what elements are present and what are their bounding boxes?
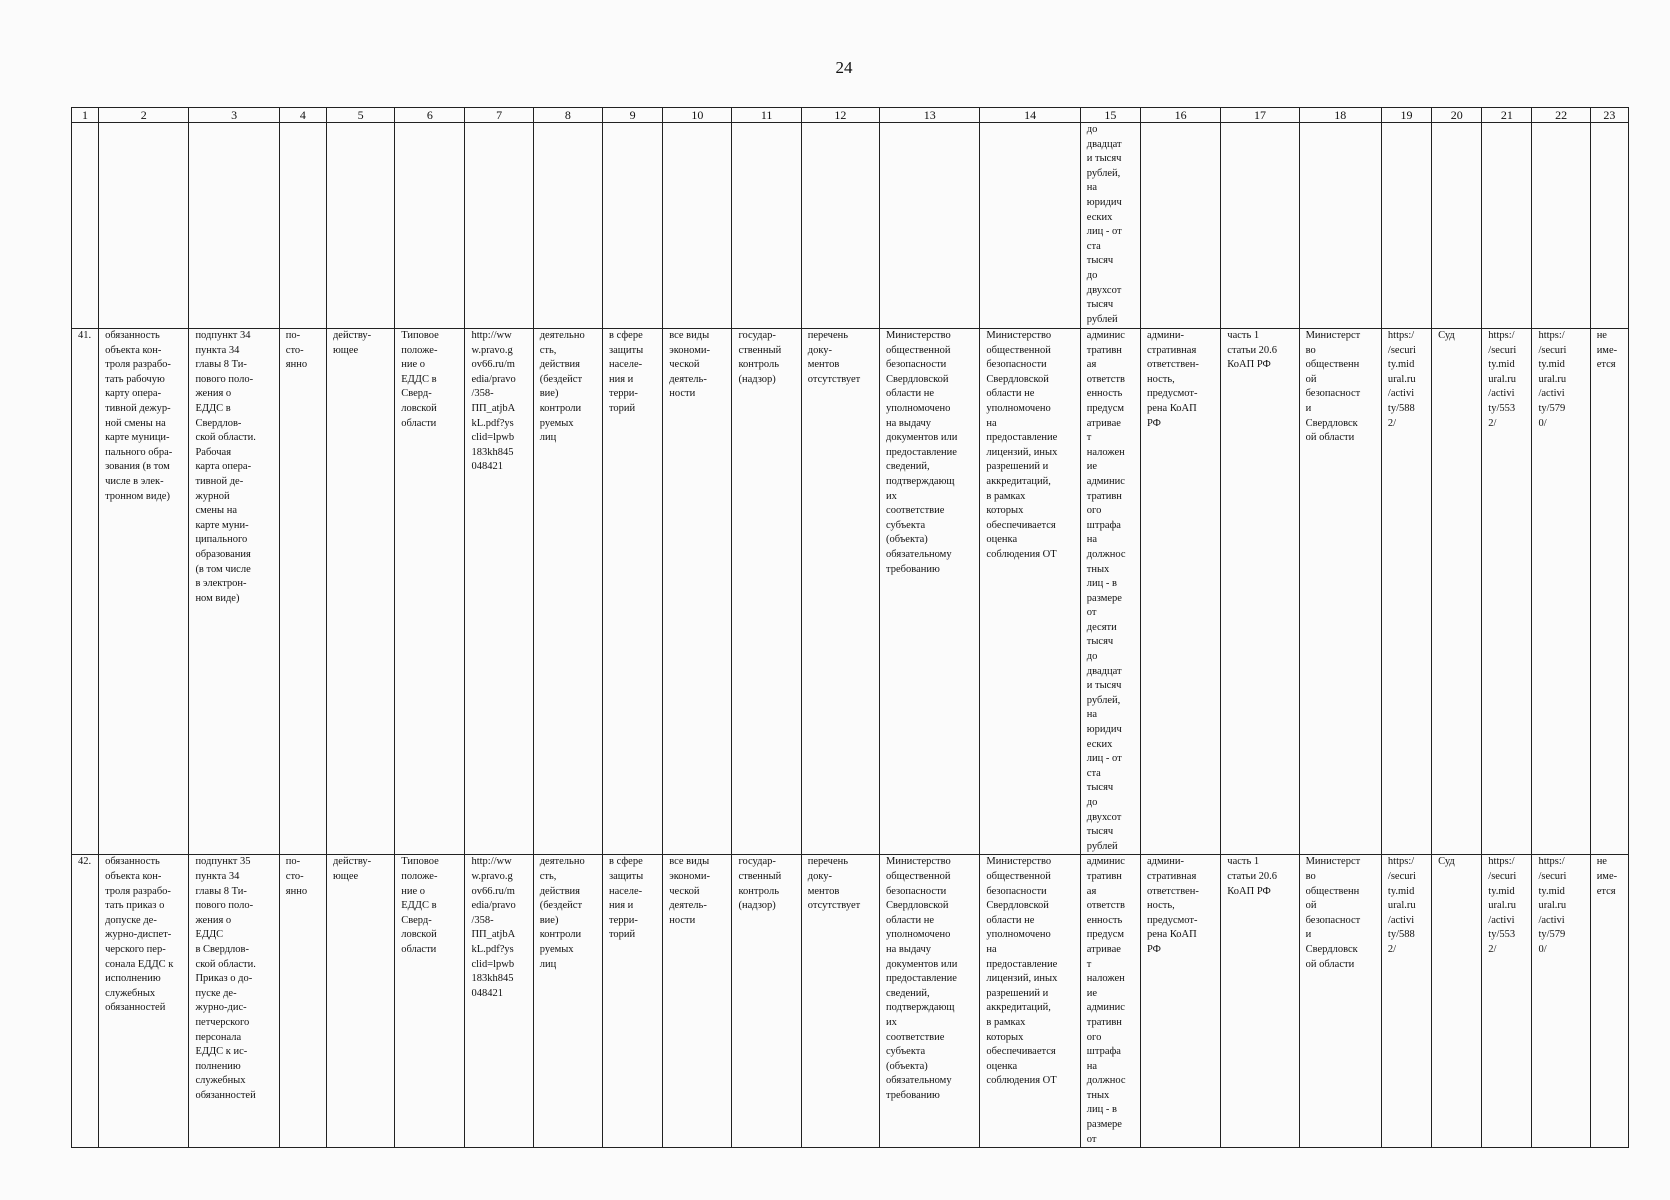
table-cell-col15: админис тративн ая ответств енность предусм атривае т наложен ие админис тративн ого штрафа на должнос тных лиц - в размере от десяти тысяч до двадцат и тысяч рублей, на юридич еских лиц - от ста тысяч до двухсот тысяч рублей bbox=[1080, 329, 1140, 855]
table-cell-col12: перечень доку- ментов отсутствует bbox=[801, 329, 879, 855]
table-cell-col4: по- сто- янно bbox=[279, 329, 326, 855]
column-header-7: 7 bbox=[465, 108, 533, 123]
table-cell-col17 bbox=[1221, 123, 1299, 329]
table-row bbox=[72, 329, 1629, 855]
column-header-20: 20 bbox=[1432, 108, 1482, 123]
column-header-6: 6 bbox=[395, 108, 465, 123]
column-header-9: 9 bbox=[602, 108, 662, 123]
table-cell-col2: обязанность объекта кон- троля разрабо- тать приказ о допуске де- журно-диспет- черского пер- сонала ЕДДС к исполнению служебных обязанностей bbox=[99, 855, 189, 1148]
table-cell-col8: деятельно сть, действия (бездейст вие) контроли руемых лиц bbox=[533, 855, 602, 1148]
table-cell-col16 bbox=[1141, 123, 1221, 329]
column-header-13: 13 bbox=[880, 108, 980, 123]
table-cell-col2 bbox=[99, 123, 189, 329]
column-header-23: 23 bbox=[1590, 108, 1628, 123]
table-cell-col6: Типовое положе- ние о ЕДДС в Сверд- ловской области bbox=[395, 329, 465, 855]
table-cell-col18: Министерст во общественн ой безопасност и Свердловск ой области bbox=[1299, 329, 1381, 855]
table-cell-col3: подпункт 35 пункта 34 главы 8 Ти- пового поло- жения о ЕДДС в Свердлов- ской области. Приказ о до- пуске де- журно-дис- петчерского персонала ЕДДС к ис- полнению служебных обязанностей bbox=[189, 855, 279, 1148]
table-cell-col4 bbox=[279, 123, 326, 329]
table-cell-col22: https:/ /securi ty.mid ural.ru /activi ty/579 0/ bbox=[1532, 855, 1590, 1148]
table-cell-col20 bbox=[1432, 123, 1482, 329]
table-cell-col12 bbox=[801, 123, 879, 329]
table-cell-col17: часть 1 статьи 20.6 КоАП РФ bbox=[1221, 329, 1299, 855]
table-cell-col20: Суд bbox=[1432, 855, 1482, 1148]
column-header-12: 12 bbox=[801, 108, 879, 123]
column-header-17: 17 bbox=[1221, 108, 1299, 123]
table-cell-col23: не име- ется bbox=[1590, 329, 1628, 855]
table-cell-col17: часть 1 статьи 20.6 КоАП РФ bbox=[1221, 855, 1299, 1148]
table-cell-col22: https:/ /securi ty.mid ural.ru /activi ty/579 0/ bbox=[1532, 329, 1590, 855]
table-cell-col10 bbox=[663, 123, 732, 329]
table-cell-col21 bbox=[1482, 123, 1532, 329]
table-cell-col13: Министерство общественной безопасности Свердловской области не уполномочено на выдачу документов или предоставление сведений, подтверждающ их соответствие субъекта (объекта) обязательному требованию bbox=[880, 855, 980, 1148]
column-header-19: 19 bbox=[1381, 108, 1431, 123]
table-cell-col8 bbox=[533, 123, 602, 329]
table-cell-col23 bbox=[1590, 123, 1628, 329]
requirements-table bbox=[71, 107, 1629, 1148]
table-cell-col5 bbox=[326, 123, 394, 329]
table-row bbox=[72, 855, 1629, 1148]
table-cell-col10: все виды экономи- ческой деятель- ности bbox=[663, 329, 732, 855]
column-header-14: 14 bbox=[980, 108, 1080, 123]
table-cell-col1: 41. bbox=[72, 329, 99, 855]
column-header-3: 3 bbox=[189, 108, 279, 123]
table-cell-col1 bbox=[72, 123, 99, 329]
table-cell-col9: в сфере защиты населе- ния и терри- торий bbox=[602, 329, 662, 855]
table-cell-col4: по- сто- янно bbox=[279, 855, 326, 1148]
column-header-11: 11 bbox=[732, 108, 801, 123]
table-cell-col5: действу- ющее bbox=[326, 329, 394, 855]
table-cell-col15: до двадцат и тысяч рублей, на юридич еских лиц - от ста тысяч до двухсот тысяч рублей bbox=[1080, 123, 1140, 329]
table-cell-col16: админи- стративная ответствен- ность, предусмот- рена КоАП РФ bbox=[1141, 329, 1221, 855]
table-cell-col8: деятельно сть, действия (бездейст вие) контроли руемых лиц bbox=[533, 329, 602, 855]
header-row bbox=[72, 108, 1629, 123]
table-row-continuation bbox=[72, 123, 1629, 329]
table-cell-col1: 42. bbox=[72, 855, 99, 1148]
table-cell-col21: https:/ /securi ty.mid ural.ru /activi ty/553 2/ bbox=[1482, 855, 1532, 1148]
column-header-5: 5 bbox=[326, 108, 394, 123]
column-header-8: 8 bbox=[533, 108, 602, 123]
table-cell-col23: не име- ется bbox=[1590, 855, 1628, 1148]
table-cell-col7 bbox=[465, 123, 533, 329]
table-cell-col13: Министерство общественной безопасности Свердловской области не уполномочено на выдачу документов или предоставление сведений, подтверждающ их соответствие субъекта (объекта) обязательному требованию bbox=[880, 329, 980, 855]
table-cell-col14: Министерство общественной безопасности Свердловской области не уполномочено на предоставление лицензий, иных разрешений и аккредитаций, в рамках которых обеспечивается оценка соблюдения ОТ bbox=[980, 329, 1080, 855]
table-cell-col2: обязанность объекта кон- троля разрабо- тать рабочую карту опера- тивной дежур- ной смены на карте муници- пального обра- зования (в том числе в элек- тронном виде) bbox=[99, 329, 189, 855]
table-cell-col7: http://ww w.pravo.g ov66.ru/m edia/pravo /358- ПП_atjbA kL.pdf?ys clid=lpwb 183kh845 048421 bbox=[465, 329, 533, 855]
table-cell-col11: государ- ственный контроль (надзор) bbox=[732, 855, 801, 1148]
column-header-15: 15 bbox=[1080, 108, 1140, 123]
table-cell-col9 bbox=[602, 123, 662, 329]
table-cell-col3: подпункт 34 пункта 34 главы 8 Ти- пового поло- жения о ЕДДС в Свердлов- ской области. Рабочая карта опера- тивной де- журной смены на карте муни- ципального образования (в том числе в электрон- ном виде) bbox=[189, 329, 279, 855]
table-cell-col18: Министерст во общественн ой безопасност и Свердловск ой области bbox=[1299, 855, 1381, 1148]
table-cell-col5: действу- ющее bbox=[326, 855, 394, 1148]
table-cell-col11: государ- ственный контроль (надзор) bbox=[732, 329, 801, 855]
column-header-18: 18 bbox=[1299, 108, 1381, 123]
table-cell-col12: перечень доку- ментов отсутствует bbox=[801, 855, 879, 1148]
table-cell-col13 bbox=[880, 123, 980, 329]
table-cell-col14 bbox=[980, 123, 1080, 329]
table-cell-col18 bbox=[1299, 123, 1381, 329]
table-cell-col7: http://ww w.pravo.g ov66.ru/m edia/pravo /358- ПП_atjbA kL.pdf?ys clid=lpwb 183kh845 048421 bbox=[465, 855, 533, 1148]
table-cell-col11 bbox=[732, 123, 801, 329]
column-header-22: 22 bbox=[1532, 108, 1590, 123]
page-number: 24 bbox=[835, 58, 853, 77]
table-cell-col6: Типовое положе- ние о ЕДДС в Сверд- ловской области bbox=[395, 855, 465, 1148]
table-cell-col19: https:/ /securi ty.mid ural.ru /activi ty/588 2/ bbox=[1381, 855, 1431, 1148]
table-cell-col22 bbox=[1532, 123, 1590, 329]
column-header-4: 4 bbox=[279, 108, 326, 123]
table-cell-col19 bbox=[1381, 123, 1431, 329]
column-header-16: 16 bbox=[1141, 108, 1221, 123]
table-cell-col21: https:/ /securi ty.mid ural.ru /activi ty/553 2/ bbox=[1482, 329, 1532, 855]
table-cell-col20: Суд bbox=[1432, 329, 1482, 855]
table-cell-col15: админис тративн ая ответств енность предусм атривае т наложен ие админис тративн ого штрафа на должнос тных лиц - в размере от bbox=[1080, 855, 1140, 1148]
table-cell-col19: https:/ /securi ty.mid ural.ru /activi ty/588 2/ bbox=[1381, 329, 1431, 855]
table-cell-col3 bbox=[189, 123, 279, 329]
column-header-1: 1 bbox=[72, 108, 99, 123]
column-header-10: 10 bbox=[663, 108, 732, 123]
table-cell-col16: админи- стративная ответствен- ность, предусмот- рена КоАП РФ bbox=[1141, 855, 1221, 1148]
table-cell-col6 bbox=[395, 123, 465, 329]
column-header-2: 2 bbox=[99, 108, 189, 123]
table-cell-col10: все виды экономи- ческой деятель- ности bbox=[663, 855, 732, 1148]
table-cell-col9: в сфере защиты населе- ния и терри- торий bbox=[602, 855, 662, 1148]
table-cell-col14: Министерство общественной безопасности Свердловской области не уполномочено на предоставление лицензий, иных разрешений и аккредитаций, в рамках которых обеспечивается оценка соблюдения ОТ bbox=[980, 855, 1080, 1148]
column-header-21: 21 bbox=[1482, 108, 1532, 123]
